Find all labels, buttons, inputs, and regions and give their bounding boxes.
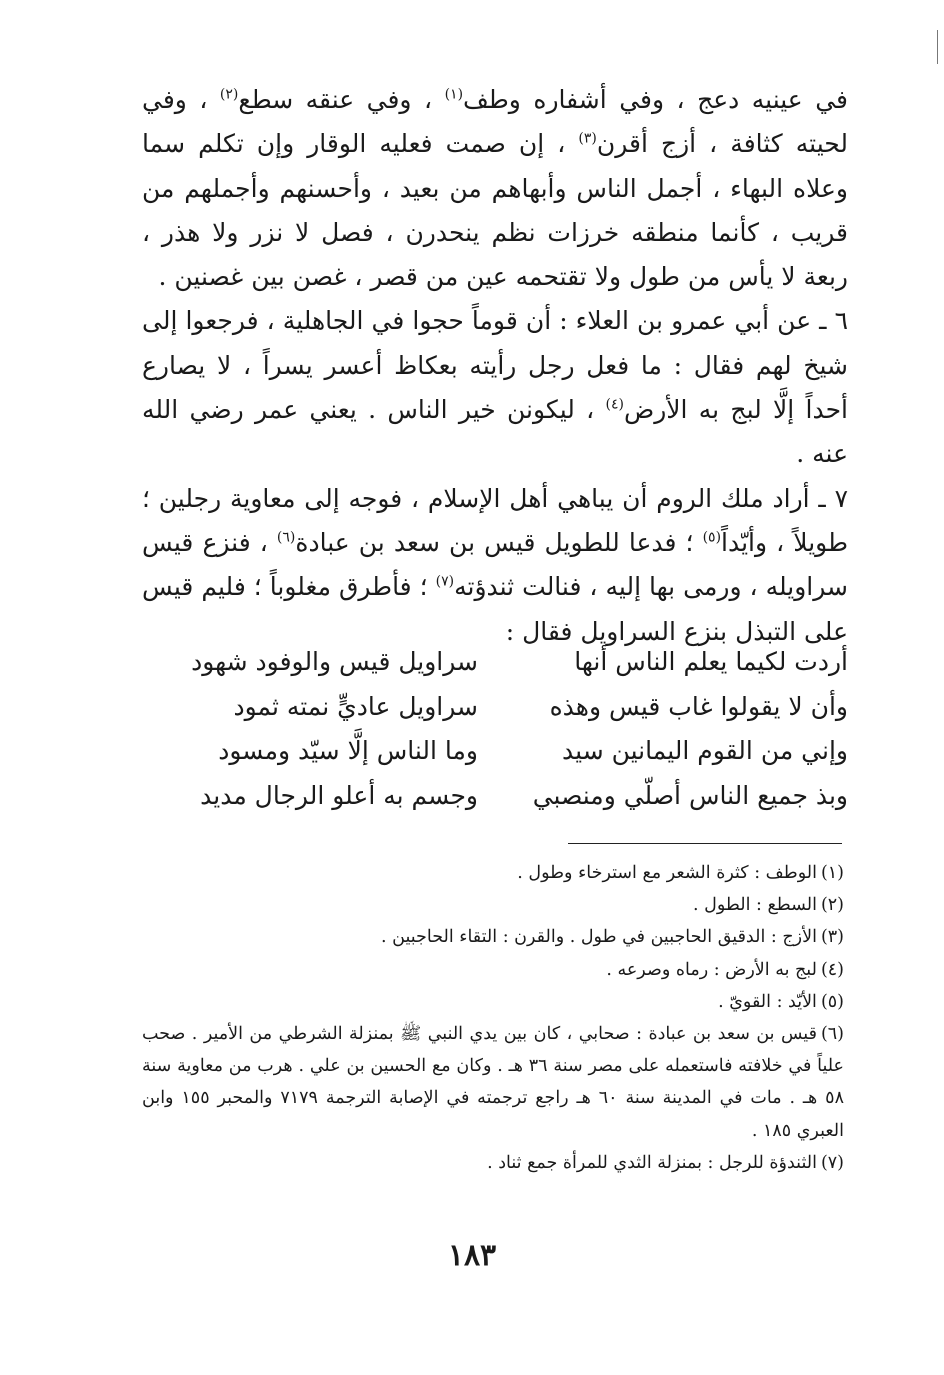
footnote-1 — [142, 857, 844, 889]
text-run: ، وفي لحيته كثافة ، أزج أقرن — [142, 85, 848, 159]
footnote-number: (٧) — [820, 1152, 844, 1173]
text-run: ، فنزع قيس سراويله ، ورمى بها إليه ، فنالت ثندؤته — [142, 527, 848, 602]
footnote-separator — [568, 843, 842, 844]
footnote-7 — [142, 1147, 844, 1179]
verse-second-hemistich: سراويل قيس والوفود شهود — [191, 647, 478, 676]
text-run: ٦ ـ عن أبي عمرو بن العلاء : أن قوماً حجوا في الجاهلية ، فرجعوا إلى شيخ لهم فقال : ما فعل رجل رأيته بعكاظ أعسر يسراً ، لا يصارع أحداً إلَّا لبج به الأرض — [142, 306, 848, 425]
text-run: ؛ فأطرق مغلوباً ؛ فليم قيس على التبذل بنزع السراويل فقال : — [142, 572, 848, 646]
text-run: ، وفي عنقه سطع — [238, 85, 445, 114]
footnote-number: (١) — [820, 863, 844, 883]
verse-first-hemistich: وإني من القوم اليمانين سيد — [562, 736, 848, 765]
footnote-ref-3[interactable]: (٣) — [578, 130, 597, 147]
text-run: ، ليكونن خير الناس . يعني عمر رضي الله عنه . — [142, 395, 848, 469]
text-run: ، إن صمت فعليه الوقار وإن تكلم سما وعلاه البهاء ، أجمل الناس وأبهاهم من بعيد ، وأحسنهم وأجملهم من قريب ، كأنما منطقه خرزات نظم ينحدرن ، فصل لا نزر ولا هذر ، ربعة لا يأس من طول ولا تقتحمه عين من قصر ، غصن بين غصنين . — [142, 129, 848, 292]
footnote-text: السطع : الطول . — [693, 895, 817, 916]
footnote-number: (٦) — [820, 1024, 844, 1045]
footnote-2 — [142, 889, 844, 921]
poem-verse — [142, 640, 848, 685]
footnote-text: قيس بن سعد بن عبادة : صحابي ، كان بين يدي النبي ﷺ بمنزلة الشرطي من الأمير . صحب علياً في خلافته فاستعمله على مصر سنة ٣٦ هـ . وكان مع الحسين بن علي . هرب من معاوية سنة ٥٨ هـ . مات في المدينة سنة ٦٠ هـ راجع ترجمته في الإصابة الترجمة ٧١٧٩ والمحبر ١٥٥ وابن العبري ١٨٥ . — [142, 1024, 844, 1141]
verse-first-hemistich: وبذ جميع الناس أصلّي ومنصبي — [532, 780, 848, 810]
verse-first-hemistich: وأن لا يقولوا غاب قيس وهذه — [549, 691, 848, 721]
footnote-text: الأيّد : القويّ . — [718, 991, 817, 1012]
verse-second-hemistich: سراويل عاديٍّ نمته ثمود — [233, 691, 478, 721]
footnote-text: الأزج : الدقيق الحاجبين في طول . والقرن : التقاء الحاجبين . — [381, 927, 817, 948]
paragraph-6 — [142, 299, 848, 476]
footnote-3 — [142, 921, 844, 953]
text-run: ؛ فدعا للطويل قيس بن سعد بن عبادة — [295, 527, 703, 557]
page-edge-mark — [937, 30, 938, 64]
footnote-ref-1[interactable]: (١) — [444, 86, 464, 103]
poem-verse — [142, 729, 848, 774]
footnote-number: (٢) — [820, 895, 844, 916]
verse-second-hemistich: وما الناس إلَّا سيّد ومسود — [218, 736, 478, 765]
text-run: في عينيه دعج ، وفي أشفاره وطف — [463, 85, 849, 114]
footnote-number: (٥) — [820, 991, 844, 1012]
footnote-5 — [142, 986, 844, 1018]
poem — [142, 640, 848, 818]
poem-verse — [142, 685, 848, 730]
footnote-number: (٣) — [820, 927, 844, 948]
footnote-text: لبج به الأرض : رماه وصرعه . — [606, 959, 817, 980]
footnote-number: (٤) — [820, 959, 844, 980]
text-run: ٧ ـ أراد ملك الروم أن يباهي أهل الإسلام ، فوجه إلى معاوية رجلين ؛ طويلاً ، وأيّداً — [142, 483, 848, 557]
paragraph-7 — [142, 477, 848, 654]
footnote-text: الثندؤة للرجل : بمنزلة الثدي للمرأة جمع ثناد . — [487, 1152, 817, 1173]
footnote-ref-6[interactable]: (٦) — [276, 529, 296, 546]
page-number: ١٨٣ — [447, 1238, 497, 1273]
footnote-6 — [142, 1018, 844, 1147]
footnote-ref-2[interactable]: (٢) — [219, 86, 239, 103]
main-text — [142, 78, 848, 654]
verse-first-hemistich: أردت لكيما يعلم الناس أنها — [574, 647, 848, 676]
footnote-ref-4[interactable]: (٤) — [605, 396, 624, 413]
poem-verse — [142, 774, 848, 819]
footnote-ref-7[interactable]: (٧) — [435, 573, 455, 590]
footnote-4 — [142, 954, 844, 986]
paragraph-5-continued — [142, 78, 848, 299]
footnote-text: الوطف : كثرة الشعر مع استرخاء وطول . — [517, 863, 817, 883]
footnote-ref-5[interactable]: (٥) — [702, 529, 722, 546]
footnotes — [142, 857, 844, 1179]
verse-second-hemistich: وجسم به أعلو الرجال مديد — [200, 780, 478, 810]
